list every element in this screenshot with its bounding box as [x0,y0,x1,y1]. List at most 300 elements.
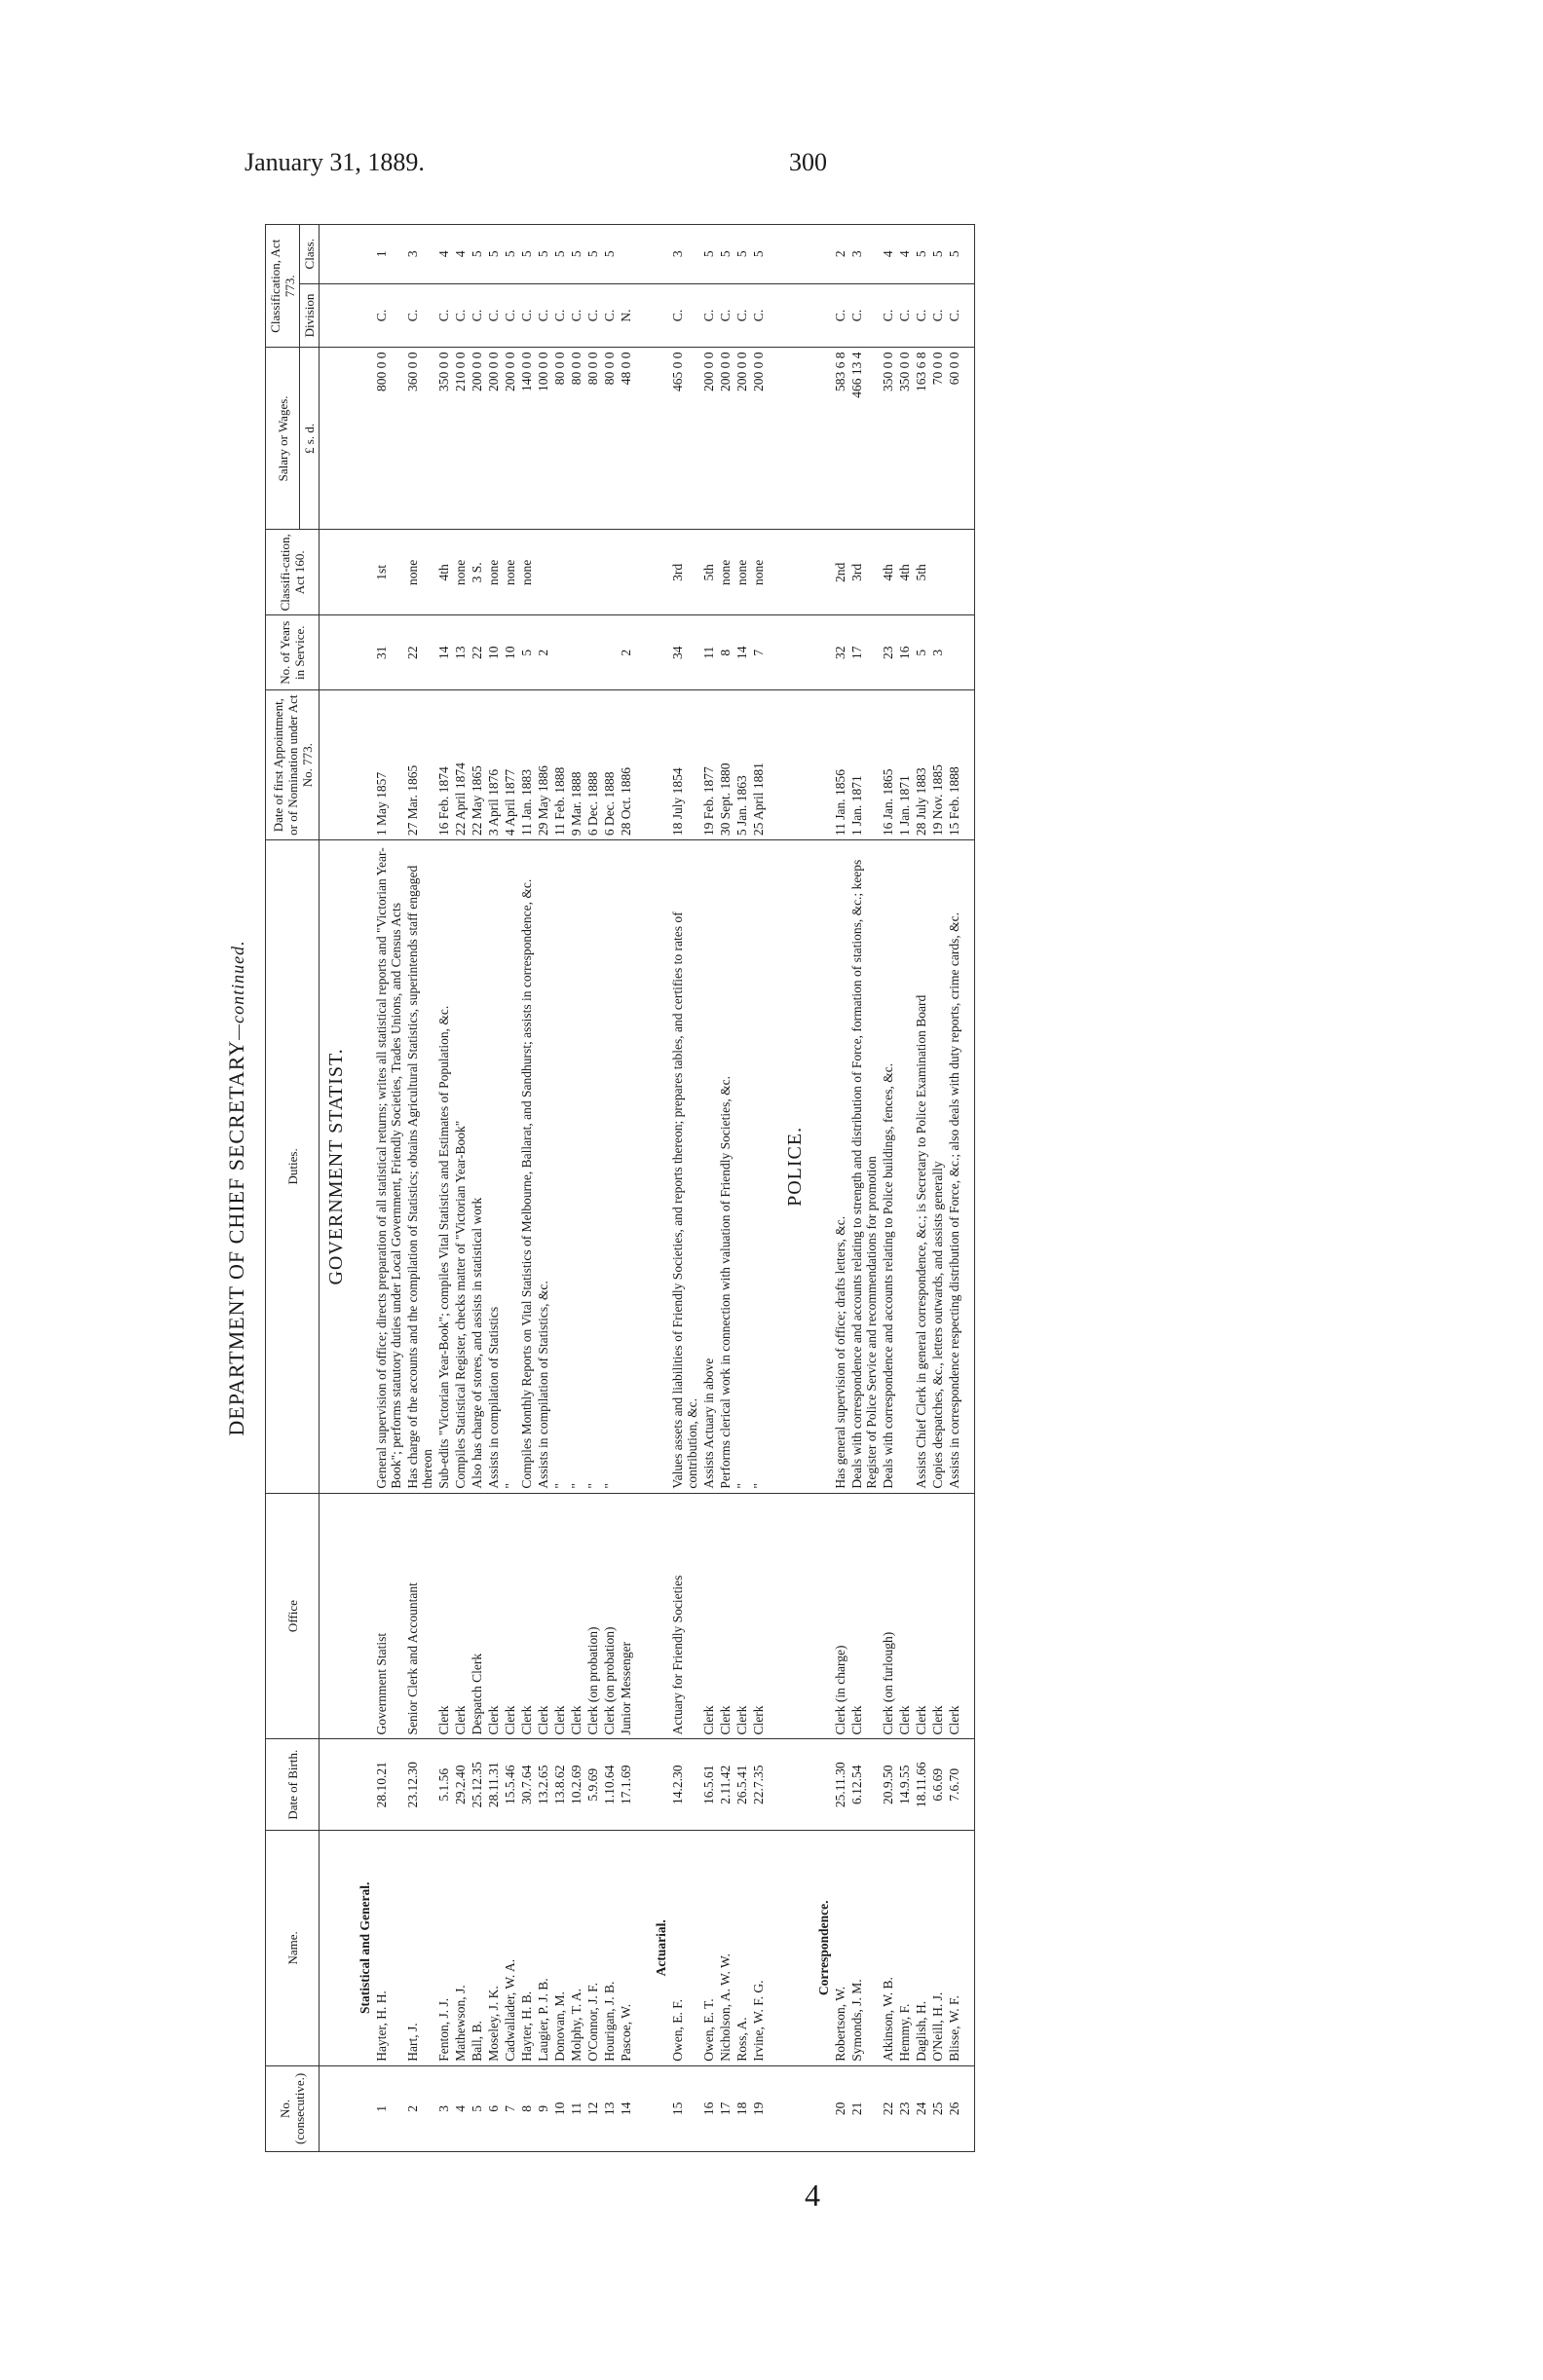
row-office: Clerk [750,1493,767,1739]
row-dob: 2.11.42 [717,1739,734,1830]
empty-cell [778,530,809,615]
row-duties [618,840,634,1494]
row-division: C. [669,283,700,348]
row-appointment: 30 Sept. 1880 [717,690,734,840]
empty-cell [778,615,809,690]
row-dob: 1.10.64 [601,1739,618,1830]
row-dob: 13.2.65 [535,1739,551,1830]
row-appointment: 16 Feb. 1874 [435,690,452,840]
row-name: Laugier, P. J. B. [535,1830,551,2065]
row-class: 5 [913,225,929,284]
row-class [618,225,634,284]
row-office: Clerk [913,1493,929,1739]
empty-cell [634,283,646,348]
row-salary: 163 6 8 [913,348,929,530]
col-appointment: Date of first Appointment, or of Nomination under Act No. 773. [266,690,320,840]
empty-cell [767,530,778,615]
row-dob: 28.10.21 [373,1739,404,1830]
row-number: 26 [946,2065,962,2151]
staff-table [265,224,975,2152]
row-division: C. [551,283,568,348]
row-division: C. [929,283,946,348]
row-dob: 14.2.30 [669,1739,700,1830]
row-years [601,615,618,690]
table-row [373,225,404,2152]
row-appointment: 6 Dec. 1888 [601,690,618,840]
row-class: 4 [896,225,913,284]
table-row [551,225,568,2152]
row-appointment: 28 July 1883 [913,690,929,840]
col-salary: Salary or Wages. [266,348,300,530]
empty-cell [350,1739,373,1830]
empty-cell [634,1739,646,1830]
empty-cell [646,1493,669,1739]
table-row [404,225,435,2152]
empty-cell [634,2065,646,2151]
empty-cell [646,1739,669,1830]
row-duties: Has charge of the accounts and the compilation of Statistics; obtains Agricultural Statistics, superintends staff engaged thereon [404,840,435,1494]
empty-cell [767,840,778,1494]
row-salary: 350 0 0 [435,348,452,530]
row-appointment: 28 Oct. 1886 [618,690,634,840]
empty-cell [320,1830,351,2065]
page-footer-number: 4 [805,2177,820,2213]
empty-cell [646,348,669,530]
row-name: Daglish, H. [913,1830,929,2065]
row-salary: 360 0 0 [404,348,435,530]
row-division: C. [435,283,452,348]
row-office: Government Statist [373,1493,404,1739]
row-office: Clerk [518,1493,535,1739]
row-office: Clerk [946,1493,962,1739]
row-name: Fenton, J. J. [435,1830,452,2065]
row-division: N. [618,283,634,348]
row-name: Hayter, H. B. [518,1830,535,2065]
row-salary: 350 0 0 [880,348,896,530]
rotated-table-page [224,224,1534,2152]
row-number: 6 [485,2065,502,2151]
empty-cell [962,1830,975,2065]
row-number: 25 [929,2065,946,2151]
row-dob: 15.5.46 [502,1739,518,1830]
row-classif-160 [535,530,551,615]
row-class: 4 [452,225,469,284]
row-number: 10 [551,2065,568,2151]
row-dob: 14.9.55 [896,1739,913,1830]
row-duties: Compiles Statistical Register, checks matter of "Victorian Year-Book" [452,840,469,1494]
section-title: GOVERNMENT STATIST. [320,840,351,1494]
row-classif-160: none [717,530,734,615]
empty-cell [320,615,351,690]
row-division: C. [913,283,929,348]
row-years [946,615,962,690]
row-division: C. [502,283,518,348]
table-row [717,225,734,2152]
row-duties: " [551,840,568,1494]
empty-cell [320,1739,351,1830]
row-office: Clerk (on furlough) [880,1493,896,1739]
empty-cell [962,530,975,615]
col-classif-160: Classifi-cation, Act 160. [266,530,320,615]
row-years: 22 [469,615,485,690]
empty-cell [646,2065,669,2151]
row-salary: 140 0 0 [518,348,535,530]
empty-cell [634,1493,646,1739]
row-duties: Assists in compilation of Statistics, &c. [535,840,551,1494]
col-years: No. of Years in Service. [266,615,320,690]
table-row [669,225,700,2152]
row-years [568,615,584,690]
row-years: 3 [929,615,946,690]
empty-cell [778,690,809,840]
row-years: 10 [485,615,502,690]
row-appointment: 5 Jan. 1863 [734,690,750,840]
empty-cell [767,2065,778,2151]
col-duties: Duties. [266,840,320,1494]
row-salary: 80 0 0 [601,348,618,530]
section-heading-row [778,225,809,2152]
row-class: 5 [551,225,568,284]
row-appointment: 15 Feb. 1888 [946,690,962,840]
row-classif-160 [618,530,634,615]
col-dob: Date of Birth. [266,1739,320,1830]
row-dob: 25.11.30 [832,1739,848,1830]
row-division: C. [373,283,404,348]
row-appointment: 3 April 1876 [485,690,502,840]
row-years: 32 [832,615,848,690]
row-number: 16 [700,2065,717,2151]
table-row [568,225,584,2152]
row-office: Clerk [568,1493,584,1739]
row-class: 3 [669,225,700,284]
table-row [518,225,535,2152]
row-duties: " [601,840,618,1494]
row-number: 17 [717,2065,734,2151]
table-row [832,225,848,2152]
row-salary: 465 0 0 [669,348,700,530]
row-years: 14 [734,615,750,690]
row-duties: " [502,840,518,1494]
empty-cell [350,2065,373,2151]
empty-cell [809,840,832,1494]
col-class: Class. [300,225,320,284]
row-years: 14 [435,615,452,690]
row-years: 11 [700,615,717,690]
empty-cell [634,615,646,690]
row-classif-160 [551,530,568,615]
page-header-number: 300 [789,148,827,176]
row-number: 24 [913,2065,929,2151]
col-division: Division [300,283,320,348]
row-office: Clerk [717,1493,734,1739]
empty-cell [767,1739,778,1830]
row-years: 31 [373,615,404,690]
table-row [929,225,946,2152]
row-division: C. [535,283,551,348]
row-classif-160: 3rd [848,530,880,615]
empty-cell [350,690,373,840]
row-classif-160: none [404,530,435,615]
row-salary: 800 0 0 [373,348,404,530]
empty-cell [350,530,373,615]
row-appointment: 19 Nov. 1885 [929,690,946,840]
empty-cell [809,530,832,615]
row-duties [896,840,913,1494]
row-office: Clerk [435,1493,452,1739]
department-title [224,224,249,2152]
row-years: 5 [518,615,535,690]
row-name: Hemmy, F. [896,1830,913,2065]
row-number: 3 [435,2065,452,2151]
empty-cell [778,1493,809,1739]
row-division: C. [750,283,767,348]
table-row [469,225,485,2152]
spacer-row [634,225,646,2152]
row-classif-160: 4th [896,530,913,615]
row-class: 5 [502,225,518,284]
row-office: Actuary for Friendly Societies [669,1493,700,1739]
row-classif-160 [584,530,601,615]
row-name: Moseley, J. K. [485,1830,502,2065]
row-name: Owen, E. T. [700,1830,717,2065]
table-row [700,225,717,2152]
row-classif-160: 5th [913,530,929,615]
row-duties: Values assets and liabilities of Friendly Societies, and reports thereon; prepares tables, and certifies to rates of contribution, &c. [669,840,700,1494]
row-years: 34 [669,615,700,690]
row-classif-160: 4th [435,530,452,615]
section-heading-row [320,225,351,2152]
row-division: C. [601,283,618,348]
empty-cell [809,283,832,348]
row-number: 14 [618,2065,634,2151]
table-row [535,225,551,2152]
row-name: Robertson, W. [832,1830,848,2065]
row-name: Symonds, J. M. [848,1830,880,2065]
row-division: C. [832,283,848,348]
row-appointment: 11 Feb. 1888 [551,690,568,840]
empty-cell [646,283,669,348]
row-division: C. [452,283,469,348]
row-appointment: 19 Feb. 1877 [700,690,717,840]
empty-cell [634,840,646,1494]
row-years: 2 [618,615,634,690]
row-classif-160: none [485,530,502,615]
empty-cell [320,225,351,284]
empty-cell [350,840,373,1494]
row-class: 5 [700,225,717,284]
table-row [618,225,634,2152]
row-duties: Assists in correspondence respecting distribution of Force, &c.; also deals with duty reports, crime cards, &c. [946,840,962,1494]
row-classif-160: 5th [700,530,717,615]
row-classif-160: 3rd [669,530,700,615]
row-appointment: 16 Jan. 1865 [880,690,896,840]
row-name: Hayter, H. H. [373,1830,404,2065]
row-number: 20 [832,2065,848,2151]
row-salary: 100 0 0 [535,348,551,530]
row-dob: 5.9.69 [584,1739,601,1830]
row-salary: 583 6 8 [832,348,848,530]
row-class: 5 [717,225,734,284]
table-row [750,225,767,2152]
empty-cell [778,2065,809,2151]
group-subheading: Actuarial. [646,1830,669,2065]
empty-cell [646,615,669,690]
row-name: Hourigan, J. B. [601,1830,618,2065]
row-class: 5 [601,225,618,284]
row-dob: 29.2.40 [452,1739,469,1830]
row-division: C. [518,283,535,348]
row-classif-160: none [502,530,518,615]
row-years [584,615,601,690]
empty-cell [809,1739,832,1830]
page-date: January 31, 1889. [245,148,425,176]
row-salary: 200 0 0 [469,348,485,530]
row-salary: 48 0 0 [618,348,634,530]
row-class: 5 [469,225,485,284]
row-number: 19 [750,2065,767,2151]
empty-cell [767,1830,778,2065]
row-division: C. [404,283,435,348]
row-dob: 20.9.50 [880,1739,896,1830]
row-name: Ross, A. [734,1830,750,2065]
row-name: O'Neill, H. J. [929,1830,946,2065]
spacer-row [962,225,975,2152]
empty-cell [646,690,669,840]
row-duties: Deals with correspondence and accounts relating to Police buildings, fences, &c. [880,840,896,1494]
row-duties: " [584,840,601,1494]
table-row [452,225,469,2152]
row-division: C. [485,283,502,348]
row-number: 5 [469,2065,485,2151]
row-salary: 70 0 0 [929,348,946,530]
row-appointment: 18 July 1854 [669,690,700,840]
row-class: 4 [880,225,896,284]
table-row [601,225,618,2152]
row-years: 22 [404,615,435,690]
empty-cell [962,690,975,840]
row-dob: 28.11.31 [485,1739,502,1830]
row-number: 13 [601,2065,618,2151]
row-class: 5 [568,225,584,284]
row-number: 23 [896,2065,913,2151]
empty-cell [646,225,669,284]
empty-cell [634,348,646,530]
row-appointment: 22 April 1874 [452,690,469,840]
empty-cell [778,283,809,348]
row-classif-160: 3 S. [469,530,485,615]
row-dob: 16.5.61 [700,1739,717,1830]
row-number: 1 [373,2065,404,2151]
row-name: Donovan, M. [551,1830,568,2065]
row-name: Blisse, W. F. [946,1830,962,2065]
row-office: Clerk [485,1493,502,1739]
group-subheading: Statistical and General. [350,1830,373,2065]
row-division: C. [880,283,896,348]
row-classif-160 [601,530,618,615]
col-name: Name. [266,1830,320,2065]
row-name: Irvine, W. F. G. [750,1830,767,2065]
row-class: 5 [750,225,767,284]
empty-cell [320,283,351,348]
empty-cell [809,1493,832,1739]
empty-cell [350,348,373,530]
row-office: Clerk [929,1493,946,1739]
col-classif-773: Classification, Act 773. [266,225,300,348]
row-office: Clerk [502,1493,518,1739]
row-dob: 22.7.35 [750,1739,767,1830]
empty-cell [962,283,975,348]
row-duties: General supervision of office; directs preparation of all statistical returns; writes all statistical reports and "Victorian Year-Book"; performs statutory duties under Local Government, Friendly Societies, Trades Unions, and Census Acts [373,840,404,1494]
row-office: Clerk [896,1493,913,1739]
table-row [734,225,750,2152]
row-duties: Also has charge of stores, and assists in statistical work [469,840,485,1494]
table-row [946,225,962,2152]
empty-cell [778,225,809,284]
row-dob: 26.5.41 [734,1739,750,1830]
group-heading-row [809,225,832,2152]
row-classif-160 [568,530,584,615]
row-appointment: 6 Dec. 1888 [584,690,601,840]
row-dob: 30.7.64 [518,1739,535,1830]
row-name: Owen, E. F. [669,1830,700,2065]
table-row [502,225,518,2152]
row-duties: Assists Actuary in above [700,840,717,1494]
row-classif-160: none [734,530,750,615]
row-dob: 17.1.69 [618,1739,634,1830]
row-office: Clerk [734,1493,750,1739]
empty-cell [809,615,832,690]
row-salary: 210 0 0 [452,348,469,530]
row-class: 5 [518,225,535,284]
row-office: Clerk (on probation) [601,1493,618,1739]
empty-cell [809,690,832,840]
row-years: 17 [848,615,880,690]
row-classif-160: 2nd [832,530,848,615]
row-appointment: 1 Jan. 1871 [896,690,913,840]
row-duties: " [568,840,584,1494]
row-office: Senior Clerk and Accountant [404,1493,435,1739]
row-office: Clerk [551,1493,568,1739]
row-classif-160 [946,530,962,615]
empty-cell [767,348,778,530]
row-dob: 13.8.62 [551,1739,568,1830]
row-office: Clerk [535,1493,551,1739]
row-years: 23 [880,615,896,690]
empty-cell [634,225,646,284]
row-duties: Performs clerical work in connection with valuation of Friendly Societies, &c. [717,840,734,1494]
col-salary-units: £ s. d. [300,348,320,530]
row-office: Clerk [452,1493,469,1739]
row-years [551,615,568,690]
table-row [848,225,880,2152]
row-classif-160: none [518,530,535,615]
row-name: Ball, B. [469,1830,485,2065]
row-division: C. [568,283,584,348]
empty-cell [767,225,778,284]
empty-cell [962,1493,975,1739]
row-duties: " [734,840,750,1494]
row-number: 22 [880,2065,896,2151]
empty-cell [350,615,373,690]
row-name: Atkinson, W. B. [880,1830,896,2065]
row-class: 2 [832,225,848,284]
empty-cell [767,283,778,348]
row-classif-160: none [452,530,469,615]
empty-cell [778,1830,809,2065]
row-division: C. [734,283,750,348]
row-class: 5 [485,225,502,284]
row-name: Mathewson, J. [452,1830,469,2065]
